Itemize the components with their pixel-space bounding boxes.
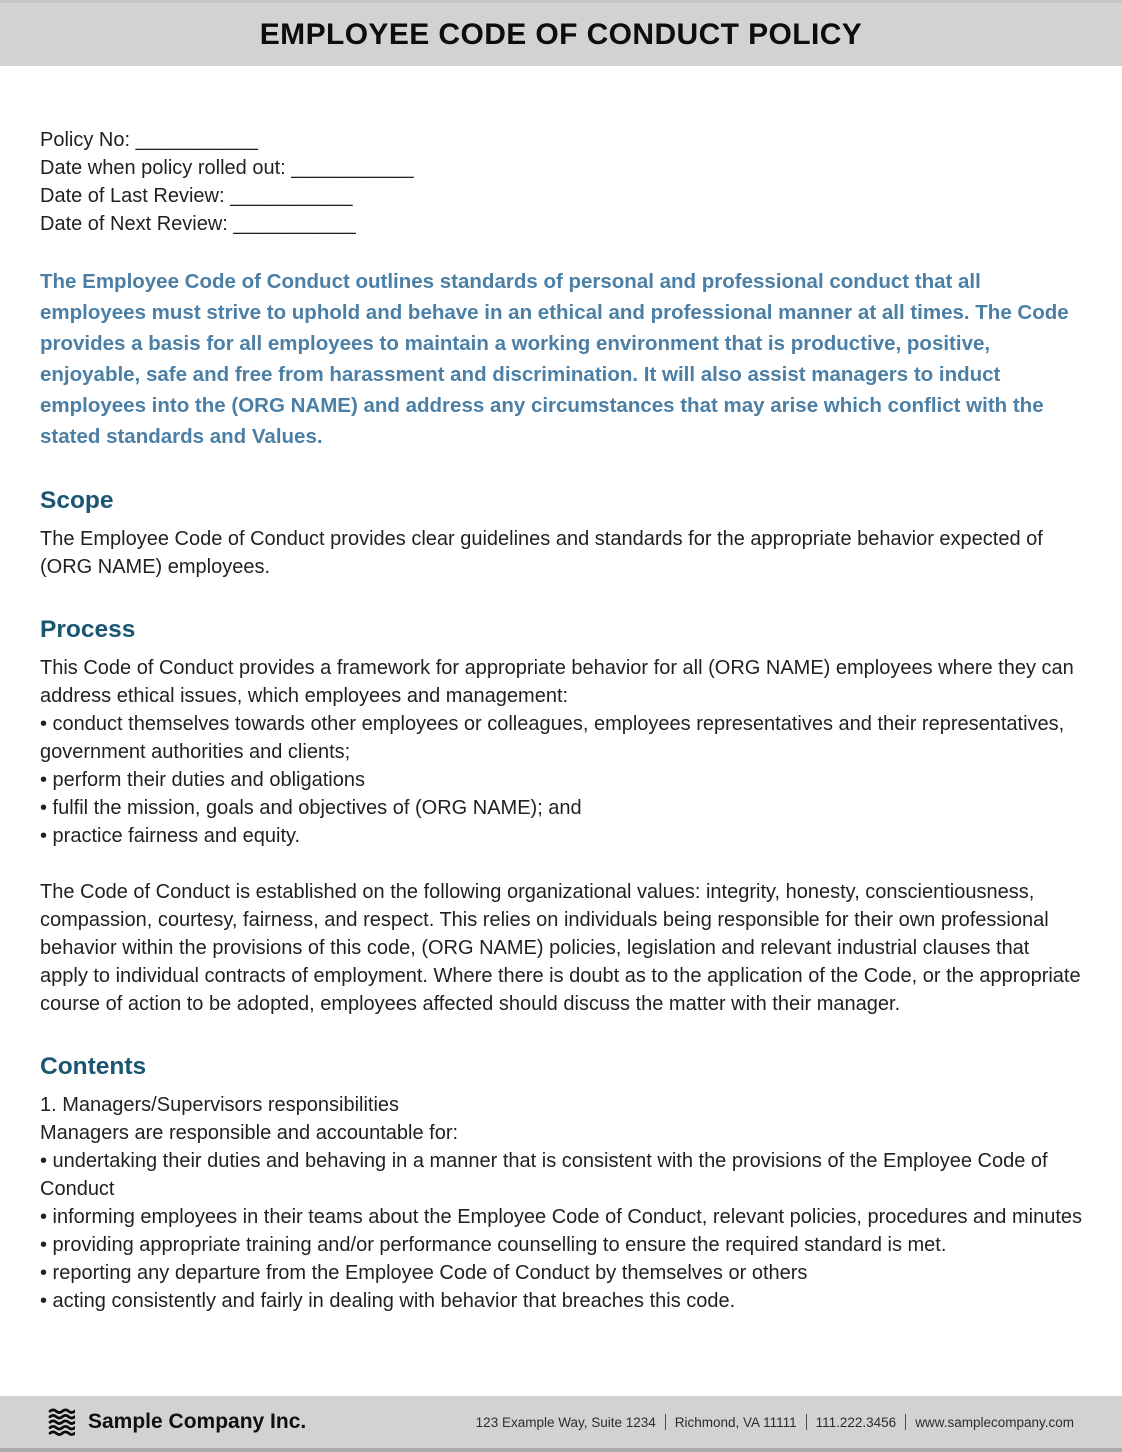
values-paragraph-line: The Code of Conduct is established on the following organizational values: integrity, honesty, conscientiousness, compassion, courtesy, fairness, and respect. This relies on individuals being responsible for their own professional — [40, 881, 1049, 931]
company-website: www.samplecompany.com — [915, 1414, 1074, 1430]
scope-section-heading: Scope — [40, 487, 114, 514]
values-paragraph-line: behavior within the provisions of this code, (ORG NAME) policies, legislation and relevant industrial clauses that apply to individual contracts of employment. Where there is doubt as to the application of the Code, or the appropriate course of action to be adopted, employees affected should discuss the matter with their manager. — [40, 937, 1081, 1015]
divider — [905, 1414, 906, 1430]
divider — [806, 1414, 807, 1430]
contents-bullet-item: • undertaking their duties and behaving in a manner that is consistent with the provisions of the Employee Code of Conduct — [40, 1150, 1048, 1200]
scope-section-body: The Employee Code of Conduct provides clear guidelines and standards for the appropriate behavior expected of (ORG NAME) employees. — [40, 528, 1043, 578]
process-section-heading: Process — [40, 616, 136, 643]
contents-bullet-item: • reporting any departure from the Employee Code of Conduct by themselves or others — [40, 1262, 808, 1284]
contents-item-number-line: 1. Managers/Supervisors responsibilities — [40, 1094, 400, 1116]
organizational-values-paragraph — [40, 878, 1082, 1018]
company-street-address: 123 Example Way, Suite 1234 — [475, 1414, 656, 1430]
policy-metadata-fields — [40, 126, 1082, 238]
process-bullet-item: • perform their duties and obligations — [40, 769, 365, 791]
waves-logo-icon — [48, 1408, 75, 1437]
policy-rollout-date-field: Date when policy rolled out: ___________ — [40, 157, 414, 179]
contents-section-heading: Contents — [40, 1053, 147, 1080]
process-bullet-item: • fulfil the mission, goals and objectives of (ORG NAME); and — [40, 797, 582, 819]
process-bullet-item: • practice fairness and equity. — [40, 825, 301, 847]
last-review-date-field: Date of Last Review: ___________ — [40, 185, 353, 207]
company-brand — [48, 1408, 306, 1437]
policy-intro-paragraph: The Employee Code of Conduct outlines standards of personal and professional conduct that all employees must strive to uphold and behave in an ethical and professional manner at all times. The Code provides a basis for all employees to maintain a working environment that is productive, positive, enjoyable, safe and free from harassment and discrimination. It will also assist managers to induct employees into the (ORG NAME) and address any circumstances that may arise which conflict with the stated standards and Values. — [40, 270, 1069, 448]
policy-number-field: Policy No: ___________ — [40, 129, 258, 151]
contents-sub-intro-line: Managers are responsible and accountable for: — [40, 1122, 459, 1144]
document-header-bar — [0, 0, 1122, 66]
process-section-intro: This Code of Conduct provides a framework for appropriate behavior for all (ORG NAME) employees where they can address ethical issues, which employees and management: — [40, 657, 1074, 707]
company-phone: 111.222.3456 — [815, 1414, 897, 1430]
divider — [665, 1414, 666, 1430]
contents-bullet-item: • acting consistently and fairly in dealing with behavior that breaches this code. — [40, 1290, 736, 1312]
document-body — [0, 126, 1122, 1315]
document-footer-bar — [0, 1396, 1122, 1452]
next-review-date-field: Date of Next Review: ___________ — [40, 213, 356, 235]
process-bullet-item: • conduct themselves towards other employees or colleagues, employees representatives and their representatives, government authorities and clients; — [40, 713, 1065, 763]
contents-bullet-item: • informing employees in their teams about the Employee Code of Conduct, relevant policies, procedures and minutes — [40, 1206, 1083, 1228]
contents-bullet-item: • providing appropriate training and/or performance counselling to ensure the required standard is met. — [40, 1234, 947, 1256]
company-contact-info — [476, 1414, 1074, 1430]
company-name: Sample Company Inc. — [88, 1410, 307, 1433]
company-city-state-zip: Richmond, VA 11111 — [674, 1414, 797, 1430]
page-title: EMPLOYEE CODE OF CONDUCT POLICY — [259, 17, 863, 51]
